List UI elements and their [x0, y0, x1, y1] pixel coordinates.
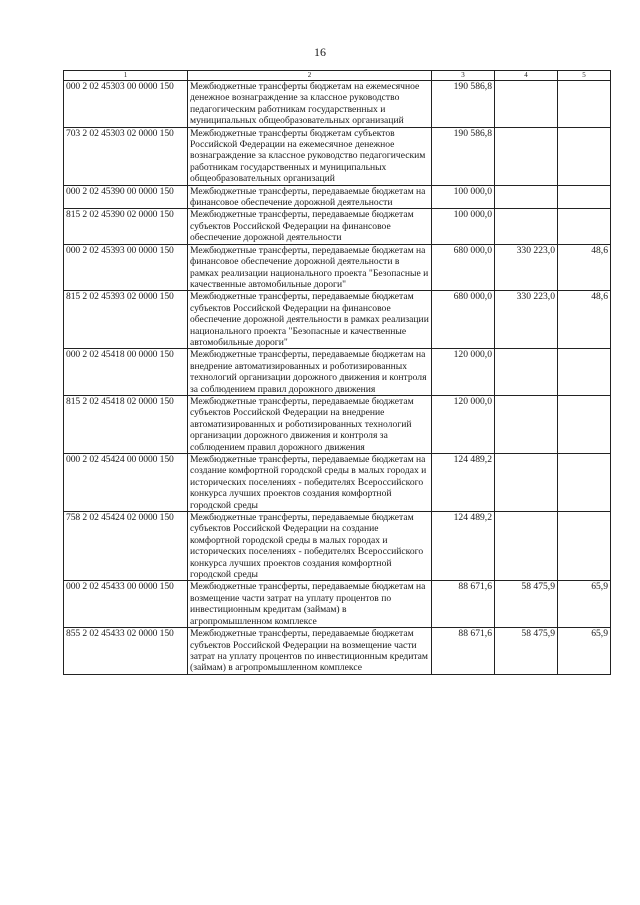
fact-amount-cell [495, 512, 558, 581]
percent-cell [558, 127, 611, 185]
fact-amount-cell [495, 127, 558, 185]
description-cell: Межбюджетные трансферты, передаваемые бюджетам субъектов Российской Федерации на финансовое обеспечение дорожной деятельности в рамках реализации национального проекта "Безопасные и качественные автомобильные дороги" [188, 291, 432, 349]
table-row [64, 209, 611, 244]
header-row [64, 71, 611, 81]
description-cell: Межбюджетные трансферты, передаваемые бюджетам субъектов Российской Федерации на финансовое обеспечение дорожной деятельности [188, 209, 432, 244]
plan-amount-cell: 190 586,8 [432, 127, 495, 185]
description-cell: Межбюджетные трансферты, передаваемые бюджетам на создание комфортной городской среды в малых городах и исторических поселениях - победителях Всероссийского конкурса лучших проектов создания комфортной городской среды [188, 454, 432, 512]
kbk-code-cell: 000 2 02 45433 00 0000 150 [64, 581, 188, 628]
table-row [64, 512, 611, 581]
table-row [64, 454, 611, 512]
fact-amount-cell: 58 475,9 [495, 628, 558, 675]
table-row [64, 581, 611, 628]
percent-cell [558, 395, 611, 453]
kbk-code-cell: 815 2 02 45418 02 0000 150 [64, 395, 188, 453]
table-row [64, 127, 611, 185]
plan-amount-cell: 124 489,2 [432, 512, 495, 581]
fact-amount-cell [495, 185, 558, 209]
description-cell: Межбюджетные трансферты, передаваемые бюджетам на финансовое обеспечение дорожной деятельности в рамках реализации национального проекта "Безопасные и качественные автомобильные дороги" [188, 244, 432, 291]
plan-amount-cell: 120 000,0 [432, 395, 495, 453]
plan-amount-cell: 680 000,0 [432, 244, 495, 291]
percent-cell [558, 185, 611, 209]
description-cell: Межбюджетные трансферты, передаваемые бюджетам на возмещение части затрат на уплату процентов по инвестиционным кредитам (займам) в агропромышленном комплексе [188, 581, 432, 628]
kbk-code-cell: 000 2 02 45393 00 0000 150 [64, 244, 188, 291]
plan-amount-cell: 100 000,0 [432, 185, 495, 209]
kbk-code-cell: 703 2 02 45303 02 0000 150 [64, 127, 188, 185]
description-cell: Межбюджетные трансферты бюджетам субъектов Российской Федерации на ежемесячное денежное вознаграждение за классное руководство педагогическим работникам государственных и муниципальных общеобразовательных организаций [188, 127, 432, 185]
fact-amount-cell [495, 395, 558, 453]
column-header: 3 [432, 71, 495, 81]
percent-cell: 65,9 [558, 581, 611, 628]
table-row [64, 185, 611, 209]
table-row [64, 628, 611, 675]
description-cell: Межбюджетные трансферты, передаваемые бюджетам на внедрение автоматизированных и роботизированных технологий организации дорожного движения и контроля за соблюдением правил дорожного движения [188, 349, 432, 396]
percent-cell: 48,6 [558, 244, 611, 291]
plan-amount-cell: 120 000,0 [432, 349, 495, 396]
description-cell: Межбюджетные трансферты бюджетам на ежемесячное денежное вознаграждение за классное руководство педагогическим работникам государственных и муниципальных общеобразовательных организаций [188, 81, 432, 128]
description-cell: Межбюджетные трансферты, передаваемые бюджетам на финансовое обеспечение дорожной деятельности [188, 185, 432, 209]
budget-table [63, 70, 611, 675]
kbk-code-cell: 000 2 02 45390 00 0000 150 [64, 185, 188, 209]
column-header: 4 [495, 71, 558, 81]
table-row [64, 349, 611, 396]
percent-cell: 65,9 [558, 628, 611, 675]
fact-amount-cell: 330 223,0 [495, 291, 558, 349]
page-number: 16 [314, 45, 326, 59]
plan-amount-cell: 88 671,6 [432, 628, 495, 675]
column-header: 5 [558, 71, 611, 81]
description-cell: Межбюджетные трансферты, передаваемые бюджетам субъектов Российской Федерации на возмещение части затрат на уплату процентов по инвестиционным кредитам (займам) в агропромышленном комплексе [188, 628, 432, 675]
kbk-code-cell: 000 2 02 45418 00 0000 150 [64, 349, 188, 396]
kbk-code-cell: 815 2 02 45393 02 0000 150 [64, 291, 188, 349]
plan-amount-cell: 124 489,2 [432, 454, 495, 512]
kbk-code-cell: 855 2 02 45433 02 0000 150 [64, 628, 188, 675]
fact-amount-cell: 330 223,0 [495, 244, 558, 291]
fact-amount-cell: 58 475,9 [495, 581, 558, 628]
kbk-code-cell: 758 2 02 45424 02 0000 150 [64, 512, 188, 581]
percent-cell [558, 81, 611, 128]
kbk-code-cell: 000 2 02 45303 00 0000 150 [64, 81, 188, 128]
fact-amount-cell [495, 454, 558, 512]
plan-amount-cell: 88 671,6 [432, 581, 495, 628]
percent-cell [558, 209, 611, 244]
kbk-code-cell: 815 2 02 45390 02 0000 150 [64, 209, 188, 244]
fact-amount-cell [495, 349, 558, 396]
percent-cell: 48,6 [558, 291, 611, 349]
plan-amount-cell: 100 000,0 [432, 209, 495, 244]
table-row [64, 395, 611, 453]
percent-cell [558, 512, 611, 581]
column-header: 2 [188, 71, 432, 81]
fact-amount-cell [495, 209, 558, 244]
table-row [64, 291, 611, 349]
description-cell: Межбюджетные трансферты, передаваемые бюджетам субъектов Российской Федерации на внедрение автоматизированных и роботизированных технологий организации дорожного движения и контроля за соблюдением правил дорожного движения [188, 395, 432, 453]
table-row [64, 244, 611, 291]
plan-amount-cell: 190 586,8 [432, 81, 495, 128]
table-row [64, 81, 611, 128]
column-header: 1 [64, 71, 188, 81]
plan-amount-cell: 680 000,0 [432, 291, 495, 349]
percent-cell [558, 454, 611, 512]
kbk-code-cell: 000 2 02 45424 00 0000 150 [64, 454, 188, 512]
percent-cell [558, 349, 611, 396]
fact-amount-cell [495, 81, 558, 128]
description-cell: Межбюджетные трансферты, передаваемые бюджетам субъектов Российской Федерации на создание комфортной городской среды в малых городах и исторических поселениях - победителях Всероссийского конкурса лучших проектов создания комфортной городской среды [188, 512, 432, 581]
